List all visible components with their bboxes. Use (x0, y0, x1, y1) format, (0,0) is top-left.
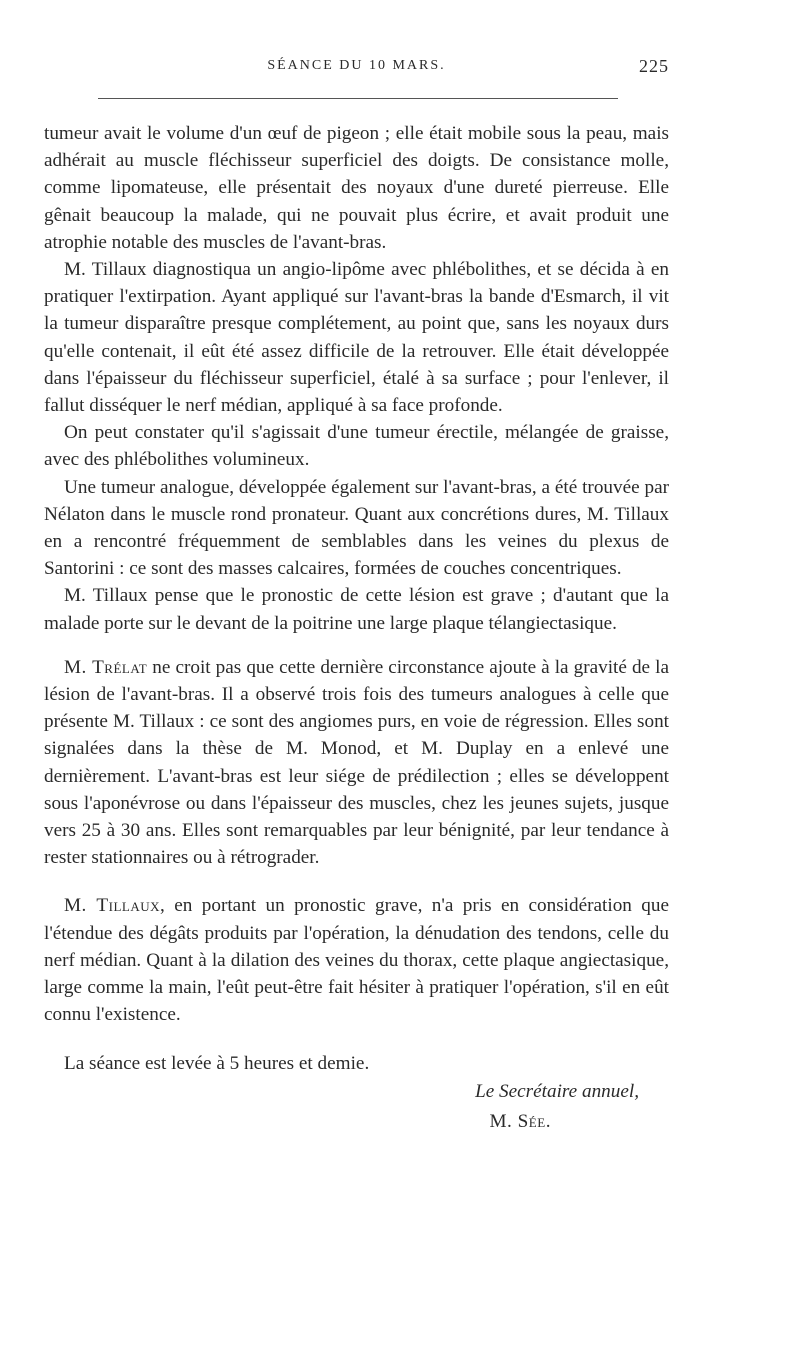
paragraph-4: Une tumeur analogue, développée également sur l'avant-bras, a été trouvée par Nélaton dans le muscle rond pronateur. Quant aux concrétions dures, M. Tillaux en a rencontré fréquemment de semblables dans les veines du plexus de Santorini : ce sont des masses calcaires, formées de couches concentriques. (44, 476, 669, 580)
signature-name: M. Sée. (489, 1110, 551, 1132)
paragraph-7 (44, 892, 669, 1028)
paragraph-5: M. Tillaux pense que le pronostic de cette lésion est grave ; d'autant que la malade porte sur le devant de la poitrine une large plaque télangiectasique. (44, 585, 669, 634)
page (44, 58, 669, 1137)
page-number: 225 (639, 56, 669, 76)
paragraph-2: M. Tillaux diagnostiqua un angio-lipôme avec phlébolithes, et se décida à en pratiquer l'extirpation. Ayant appliqué sur l'avant-bras la bande d'Esmarch, il vit la tumeur disparaître presque complétement, au point que, sans les noyaux durs qu'elle contenait, il eût été assez difficile de la retrouver. Elle était développée dans l'épaisseur du fléchisseur superficiel, étalé à sa surface ; pour l'enlever, il fallut disséquer le nerf médian, appliqué à sa face profonde. (44, 259, 669, 417)
speaker-trelat: M. Trélat (64, 656, 148, 678)
signature-role: Le Secrétaire annuel, (475, 1080, 639, 1102)
paragraph-6-text: ne croit pas que cette dernière circonstance ajoute à la gravité de la lésion de l'avant-bras. Il a observé trois fois des tumeurs analogues à celle que présente M. Tillaux : ce sont des angiomes purs, en voie de régression. Elles sont signalées dans la thèse de M. Monod, et M. Duplay en a enlevé une dernièrement. L'avant-bras est leur siége de prédilection ; elles se développent sous l'aponévrose ou dans l'épaisseur des muscles, chez les jeunes sujets, jusque vers 25 à 30 ans. Elles sont remarquables par leur bénignité, par leur tendance à rester stationnaires ou à rétrograder. (44, 656, 669, 869)
header-rule (98, 98, 618, 99)
paragraph-7-text: , en portant un pronostic grave, n'a pris en considération que l'étendue des dégâts produits par l'opération, la dénudation des tendons, celle du nerf médian. Quant à la dilation des veines du thorax, cette plaque angiectasique, large comme la main, l'eût peut-être fait hésiter à pratiquer l'opération, s'il en eût connu l'existence. (44, 895, 669, 1026)
speaker-tillaux: M. Tillaux (64, 895, 161, 917)
running-title: SÉANCE DU 10 MARS. (267, 58, 446, 73)
closing-line: La séance est levée à 5 heures et demie. (64, 1052, 370, 1074)
running-head (44, 58, 669, 86)
paragraph-1: tumeur avait le volume d'un œuf de pigeon ; elle était mobile sous la peau, mais adhérait au muscle fléchisseur superficiel des doigts. De consistance molle, comme lipomateuse, elle présentait des noyaux d'une dureté pierreuse. Elle gênait beaucoup la malade, qui ne pouvait plus écrire, et avait produit une atrophie notable des muscles de l'avant-bras. (44, 123, 669, 253)
paragraph-6 (44, 654, 669, 872)
body-text (44, 120, 669, 1077)
paragraph-3: On peut constater qu'il s'agissait d'une tumeur érectile, mélangée de graisse, avec des phlébolithes volumineux. (44, 422, 669, 471)
